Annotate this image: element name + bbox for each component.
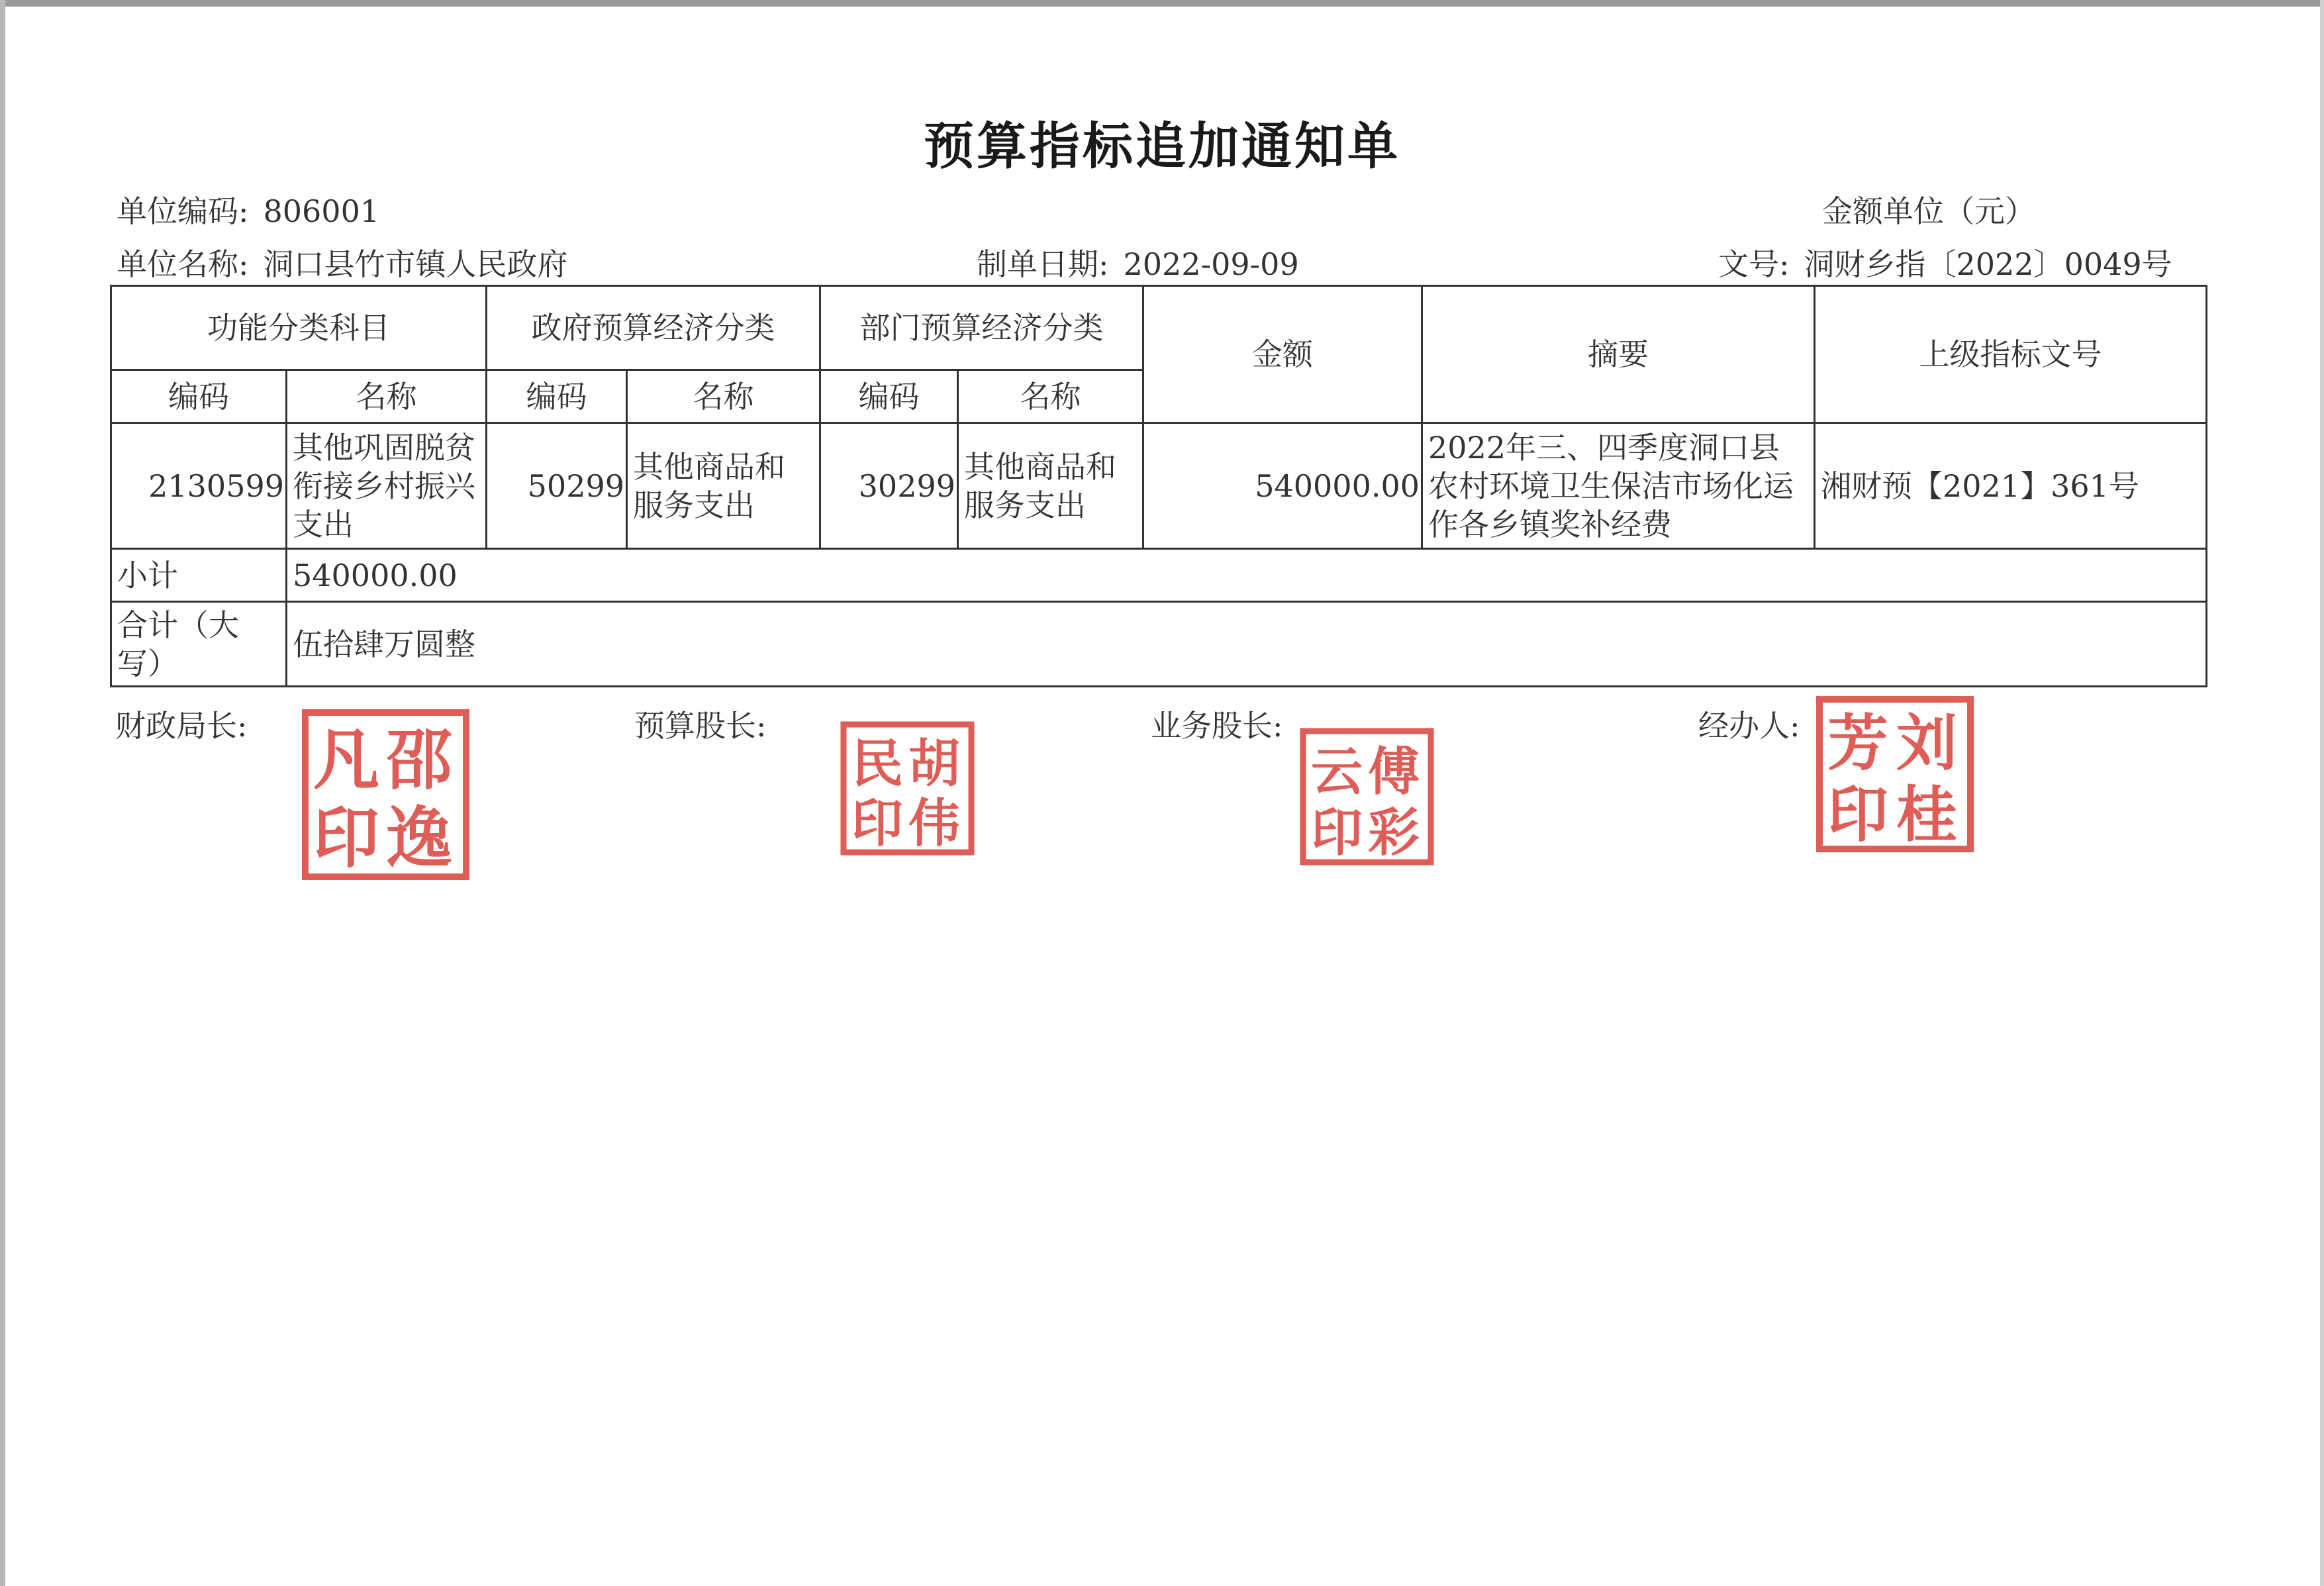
dept-code-cell: 30299 xyxy=(820,423,958,549)
seal-handler xyxy=(1816,695,1974,853)
budget-chief-label: 预算股长: xyxy=(634,708,767,744)
handler-label: 经办人: xyxy=(1698,708,1800,744)
subtotal-value: 540000.00 xyxy=(287,549,2207,602)
func-code-cell: 2130599 xyxy=(111,423,287,549)
svg-text:胡: 胡 xyxy=(908,734,961,794)
svg-text:傅: 傅 xyxy=(1368,742,1420,802)
header-func-code: 编码 xyxy=(111,370,287,423)
svg-text:邵: 邵 xyxy=(386,720,452,799)
subtotal-label: 小计 xyxy=(111,549,287,602)
header-row-1 xyxy=(111,286,2207,370)
header-summary: 摘要 xyxy=(1422,286,1815,423)
scan-edge-left xyxy=(0,0,5,1586)
header-dept-name: 名称 xyxy=(958,370,1143,423)
svg-text:彩: 彩 xyxy=(1368,803,1420,863)
header-amount: 金额 xyxy=(1143,286,1422,423)
gov-name-cell: 其他商品和服务支出 xyxy=(627,423,820,549)
doc-no-value: 洞财乡指〔2022〕0049号 xyxy=(1804,246,2172,282)
scan-edge-top xyxy=(0,0,2324,7)
subtotal-row xyxy=(111,549,2207,602)
seal-budget-chief xyxy=(840,720,975,856)
unit-name-label: 单位名称: xyxy=(117,246,249,282)
svg-text:逸: 逸 xyxy=(386,799,452,877)
doc-no-label: 文号: xyxy=(1718,246,1790,282)
svg-text:印: 印 xyxy=(1827,779,1889,850)
svg-text:民: 民 xyxy=(851,734,904,794)
summary-cell: 2022年三、四季度洞口县农村环境卫生保洁市场化运作各乡镇奖补经费 xyxy=(1422,423,1815,549)
svg-text:印: 印 xyxy=(1311,803,1363,863)
business-chief-label: 业务股长: xyxy=(1151,708,1283,744)
svg-text:印: 印 xyxy=(851,793,904,854)
parent-doc-cell: 湘财预【2021】361号 xyxy=(1815,423,2207,549)
header-func-name: 名称 xyxy=(287,370,487,423)
svg-text:凡: 凡 xyxy=(313,720,379,799)
date-label: 制单日期: xyxy=(977,246,1109,282)
svg-text:云: 云 xyxy=(1311,742,1363,802)
date-line xyxy=(977,240,1299,284)
header-gov-name: 名称 xyxy=(627,370,820,423)
svg-text:芳: 芳 xyxy=(1827,707,1889,779)
svg-text:桂: 桂 xyxy=(1896,779,1958,850)
unit-code-value: 806001 xyxy=(263,193,380,229)
total-value: 伍拾肆万圆整 xyxy=(287,602,2207,687)
header-dept-code: 编码 xyxy=(820,370,958,423)
svg-text:伟: 伟 xyxy=(908,793,961,854)
budget-table xyxy=(110,285,2207,687)
total-row xyxy=(111,602,2207,687)
finance-director-label: 财政局长: xyxy=(115,708,248,744)
func-name-cell: 其他巩固脱贫衔接乡村振兴支出 xyxy=(287,423,487,549)
svg-text:刘: 刘 xyxy=(1896,707,1958,779)
table-row xyxy=(111,423,2207,549)
seal-business-chief xyxy=(1299,727,1435,866)
unit-code-line xyxy=(117,187,379,231)
unit-code-label: 单位编码: xyxy=(117,193,249,229)
header-func-class: 功能分类科目 xyxy=(111,286,487,370)
document-title: 预算指标追加通知单 xyxy=(924,117,1400,175)
doc-no-line xyxy=(1718,240,2172,284)
amount-unit: 金额单位（元） xyxy=(1822,193,2035,229)
scan-edge-right xyxy=(2320,0,2324,1586)
unit-name-line xyxy=(117,240,568,284)
total-label: 合计（大写） xyxy=(111,602,287,687)
header-dept-econ: 部门预算经济分类 xyxy=(820,286,1143,370)
header-gov-code: 编码 xyxy=(487,370,627,423)
svg-text:印: 印 xyxy=(313,799,379,877)
dept-name-cell: 其他商品和服务支出 xyxy=(958,423,1143,549)
unit-name-value: 洞口县竹市镇人民政府 xyxy=(263,246,568,282)
date-value: 2022-09-09 xyxy=(1123,246,1299,282)
header-gov-econ: 政府预算经济分类 xyxy=(487,286,820,370)
seal-finance-director xyxy=(301,709,470,881)
header-parent-doc: 上级指标文号 xyxy=(1815,286,2207,423)
amount-cell: 540000.00 xyxy=(1143,423,1422,549)
gov-code-cell: 50299 xyxy=(487,423,627,549)
